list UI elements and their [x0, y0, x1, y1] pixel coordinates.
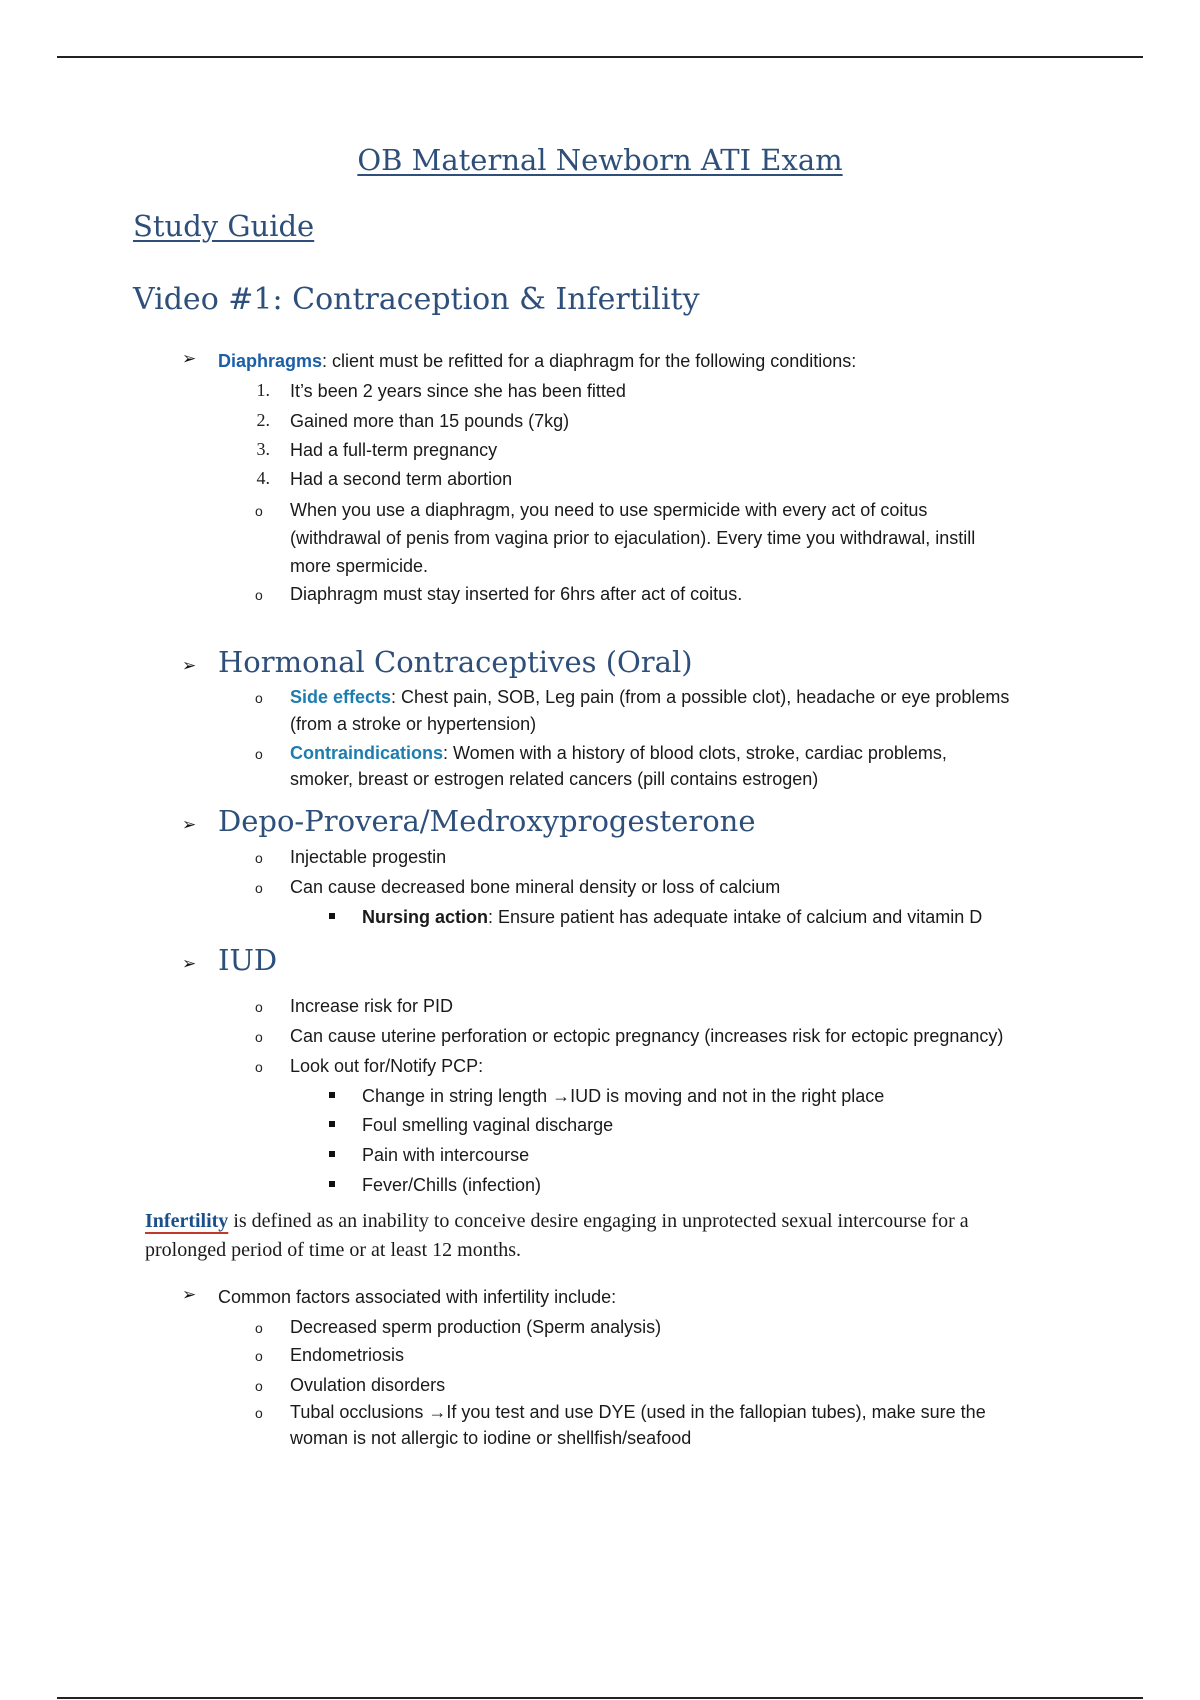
depo-heading: Depo-Provera/Medroxyprogesterone [218, 804, 756, 838]
circle-bullet-icon: o [255, 587, 263, 603]
bottom-rule [57, 1697, 1143, 1699]
nursing-action-term: Nursing action [362, 907, 489, 927]
notify-item: Change in string length →IUD is moving and not in the right place [362, 1086, 885, 1106]
circle-bullet-icon: o [255, 1029, 263, 1045]
list-item: Increase risk for PID [290, 996, 454, 1016]
list-item: Look out for/Notify PCP: [290, 1056, 484, 1076]
infertility-definition-continued: prolonged period of time or at least 12 months. [145, 1239, 522, 1261]
list-number: 4. [256, 468, 270, 488]
contraindications-term: Contraindications [290, 743, 444, 763]
square-bullet-icon [329, 913, 335, 919]
square-bullet-icon [329, 1121, 335, 1127]
list-item: Injectable progestin [290, 847, 447, 867]
factor-item-continued: woman is not allergic to iodine or shellfish/seafood [290, 1428, 692, 1448]
nursing-action-line [362, 906, 982, 928]
document-title: OB Maternal Newborn ATI Exam [357, 143, 843, 177]
side-effects-term: Side effects [290, 687, 392, 707]
diaphragms-intro [218, 350, 856, 372]
list-item: Had a full-term pregnancy [290, 440, 498, 460]
list-item: Can cause uterine perforation or ectopic pregnancy (increases risk for ectopic pregnancy) [290, 1026, 1004, 1046]
square-bullet-icon [329, 1181, 335, 1187]
circle-bullet-icon: o [255, 690, 263, 706]
arrow-bullet-icon: ➢ [182, 349, 197, 368]
circle-bullet-icon: o [255, 880, 263, 896]
notify-item: Fever/Chills (infection) [362, 1175, 542, 1195]
factor-item: Ovulation disorders [290, 1375, 446, 1395]
list-item: Diaphragm must stay inserted for 6hrs after act of coitus. [290, 584, 743, 604]
factor-item: Tubal occlusions →If you test and use DYE (used in the fallopian tubes), make sure the [290, 1402, 986, 1422]
nursing-action-text: : Ensure patient has adequate intake of calcium and vitamin D [488, 907, 983, 927]
infertility-definition [145, 1207, 969, 1235]
list-item: Had a second term abortion [290, 469, 513, 489]
arrow-bullet-icon: ➢ [182, 656, 197, 675]
arrow-bullet-icon: ➢ [182, 815, 197, 834]
infertility-text: is defined as an inability to conceive desire engaging in unprotected sexual intercourse for a [228, 1210, 969, 1232]
circle-bullet-icon: o [255, 1348, 263, 1364]
list-item-continued: more spermicide. [290, 556, 429, 576]
study-guide-heading: Study Guide [133, 209, 315, 243]
circle-bullet-icon: o [255, 999, 263, 1015]
side-effects-text: : Chest pain, SOB, Leg pain (from a possible clot), headache or eye problems [391, 687, 1010, 707]
hormonal-heading: Hormonal Contraceptives (Oral) [218, 645, 693, 679]
factors-intro: Common factors associated with infertility include: [218, 1287, 617, 1307]
circle-bullet-icon: o [255, 1405, 263, 1421]
diaphragms-intro-text: : client must be refitted for a diaphragm for the following conditions: [322, 351, 857, 371]
arrow-bullet-icon: ➢ [182, 954, 197, 973]
video-heading: Video #1: Contraception & Infertility [133, 282, 700, 317]
circle-bullet-icon: o [255, 1320, 263, 1336]
circle-bullet-icon: o [255, 850, 263, 866]
side-effects-continued: (from a stroke or hypertension) [290, 714, 537, 734]
list-item-continued: (withdrawal of penis from vagina prior to ejaculation). Every time you withdrawal, instill [290, 528, 976, 548]
side-effects-line [290, 686, 1009, 708]
top-rule [57, 56, 1143, 58]
list-item: It’s been 2 years since she has been fitted [290, 381, 626, 401]
circle-bullet-icon: o [255, 1378, 263, 1394]
factor-item: Decreased sperm production (Sperm analysis) [290, 1317, 662, 1337]
square-bullet-icon [329, 1092, 335, 1098]
circle-bullet-icon: o [255, 746, 263, 762]
list-number: 1. [256, 380, 270, 400]
square-bullet-icon [329, 1151, 335, 1157]
contraindications-continued: smoker, breast or estrogen related cancers (pill contains estrogen) [290, 769, 819, 789]
factor-item: Endometriosis [290, 1345, 405, 1365]
notify-item: Pain with intercourse [362, 1145, 530, 1165]
list-number: 2. [256, 410, 270, 430]
circle-bullet-icon: o [255, 503, 263, 519]
contraindications-line [290, 742, 947, 764]
list-item: Gained more than 15 pounds (7kg) [290, 411, 570, 431]
arrow-bullet-icon: ➢ [182, 1285, 197, 1304]
circle-bullet-icon: o [255, 1059, 263, 1075]
iud-heading: IUD [218, 943, 278, 977]
notify-item: Foul smelling vaginal discharge [362, 1115, 614, 1135]
list-item: When you use a diaphragm, you need to use spermicide with every act of coitus [290, 500, 928, 520]
infertility-term: Infertility [145, 1210, 229, 1232]
list-item: Can cause decreased bone mineral density or loss of calcium [290, 877, 781, 897]
list-number: 3. [256, 439, 270, 459]
diaphragms-term: Diaphragms [218, 351, 323, 371]
contraindications-text: : Women with a history of blood clots, stroke, cardiac problems, [443, 743, 947, 763]
